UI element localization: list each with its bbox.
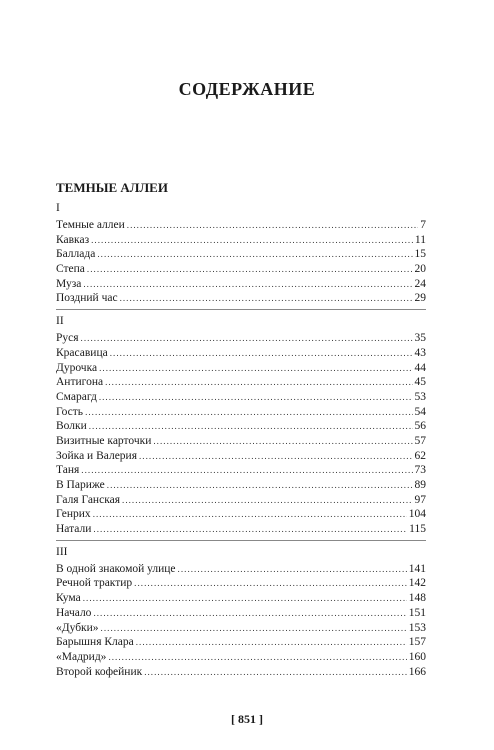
dot-leader xyxy=(107,478,413,493)
toc-entry-page: 24 xyxy=(414,277,426,290)
toc-entry-title: Таня xyxy=(56,464,80,477)
toc-entry-page: 35 xyxy=(414,332,426,345)
toc-entry-title: Дурочка xyxy=(56,361,98,374)
toc-entry[interactable] xyxy=(56,621,426,636)
dot-leader xyxy=(85,405,412,420)
dot-leader xyxy=(93,606,406,621)
toc-entry-page: 166 xyxy=(408,665,426,678)
part-numeral: I xyxy=(56,202,60,214)
dot-leader xyxy=(136,635,407,650)
toc-entry-page: 56 xyxy=(414,420,426,433)
toc-entry-page: 43 xyxy=(414,346,426,359)
toc-entry-page: 142 xyxy=(408,577,426,590)
part-divider xyxy=(56,309,426,310)
toc-entry-title: Зойка и Валерия xyxy=(56,449,137,462)
toc-entry-page: 160 xyxy=(408,650,426,663)
dot-leader xyxy=(99,390,413,405)
toc-entry-page: 57 xyxy=(414,434,426,447)
toc-entry-title: Муза xyxy=(56,277,82,290)
toc-entry-title: Темные аллеи xyxy=(56,219,125,231)
toc-entry-page: 97 xyxy=(414,493,426,506)
toc-entry[interactable] xyxy=(56,262,426,277)
dot-leader xyxy=(83,277,412,292)
toc-entry-title: Барышня Клара xyxy=(56,636,134,649)
toc-entry[interactable] xyxy=(56,419,426,434)
page-title: СОДЕРЖАНИЕ xyxy=(178,79,316,99)
toc-entry-page: 141 xyxy=(408,562,426,575)
toc-entry-page: 157 xyxy=(408,636,426,649)
toc-entry-page: 153 xyxy=(408,621,426,634)
toc-entry-title: Волки xyxy=(56,420,87,433)
toc-entry-title: Второй кофейник xyxy=(56,665,143,678)
dot-leader xyxy=(89,419,413,434)
toc-entry[interactable] xyxy=(56,233,426,248)
toc-entry[interactable] xyxy=(56,650,426,665)
part-numeral: II xyxy=(56,315,64,328)
toc-entry-title: Степа xyxy=(56,263,85,276)
toc-entry[interactable] xyxy=(56,507,426,522)
toc-entry-title: Гость xyxy=(56,405,84,418)
page-number: [ 851 ] xyxy=(231,712,263,726)
toc-entry[interactable] xyxy=(56,665,426,680)
toc-entry-page: 44 xyxy=(414,361,426,374)
toc-entry-page: 15 xyxy=(414,248,426,261)
dot-leader xyxy=(93,522,407,537)
toc-entry-page: 115 xyxy=(409,523,426,536)
dot-leader xyxy=(134,576,407,591)
dot-leader xyxy=(110,346,413,361)
toc-entry-page: 20 xyxy=(414,263,426,276)
toc-entry[interactable] xyxy=(56,346,426,361)
toc-entry-page: 104 xyxy=(408,508,426,521)
toc-entry-page: 73 xyxy=(414,464,426,477)
dot-leader xyxy=(153,434,412,449)
toc-entry-title: «Мадрид» xyxy=(56,650,107,663)
toc-entry-title: Кума xyxy=(56,592,81,605)
toc-entry-title: Речной трактир xyxy=(56,577,133,590)
toc-entry-title: Поздний час xyxy=(56,292,118,305)
toc-entry[interactable] xyxy=(56,635,426,650)
toc-entry-title: Генрих xyxy=(56,508,91,521)
toc-entry[interactable] xyxy=(56,277,426,292)
toc-entry-title: Кавказ xyxy=(56,233,90,246)
toc-entry-title: Красавица xyxy=(56,346,108,359)
dot-leader xyxy=(178,562,407,577)
dot-leader xyxy=(144,665,407,680)
dot-leader xyxy=(122,493,412,508)
dot-leader xyxy=(91,233,413,248)
toc-entry[interactable] xyxy=(56,478,426,493)
toc-entry-page: 89 xyxy=(414,479,426,491)
toc-entry[interactable] xyxy=(56,562,426,577)
part-numeral: III xyxy=(56,545,68,558)
dot-leader xyxy=(120,291,413,306)
toc-entry[interactable] xyxy=(56,434,426,449)
dot-leader xyxy=(83,591,407,606)
table-of-contents xyxy=(56,201,426,679)
dot-leader xyxy=(87,262,413,277)
toc-entry-title: «Дубки» xyxy=(56,621,99,634)
toc-entry[interactable] xyxy=(56,606,426,621)
dot-leader xyxy=(97,247,412,262)
toc-entry-title: Смарагд xyxy=(56,390,97,403)
toc-entry-page: 45 xyxy=(414,376,426,389)
toc-entry-page: 29 xyxy=(414,292,426,305)
toc-entry[interactable] xyxy=(56,218,426,233)
toc-entry[interactable] xyxy=(56,449,426,464)
toc-entry-title: Визитные карточки xyxy=(56,434,152,447)
toc-entry-title: Баллада xyxy=(56,248,96,261)
toc-entry[interactable] xyxy=(56,522,426,537)
toc-entry-page: 148 xyxy=(408,592,426,605)
toc-entry[interactable] xyxy=(56,291,426,306)
toc-entry[interactable] xyxy=(56,247,426,262)
dot-leader xyxy=(93,507,407,522)
toc-entry-title: Руся xyxy=(56,332,79,345)
dot-leader xyxy=(81,331,413,346)
toc-entry[interactable] xyxy=(56,390,426,405)
toc-entry-page: 54 xyxy=(414,405,426,418)
toc-entry[interactable] xyxy=(56,591,426,606)
dot-leader xyxy=(81,463,412,478)
toc-entry-page: 62 xyxy=(414,449,426,462)
dot-leader xyxy=(127,218,418,233)
toc-entry-page: 11 xyxy=(414,233,426,246)
toc-entry-title: Начало xyxy=(56,606,92,619)
section-title: ТЕМНЫЕ АЛЛЕИ xyxy=(56,180,168,195)
dot-leader xyxy=(105,375,412,390)
toc-entry[interactable] xyxy=(56,405,426,420)
toc-entry-title: В Париже xyxy=(56,479,105,491)
dot-leader xyxy=(108,650,406,665)
toc-entry[interactable] xyxy=(56,361,426,376)
toc-entry-page: 7 xyxy=(420,219,426,231)
dot-leader xyxy=(99,361,412,376)
toc-entry-title: Натали xyxy=(56,523,92,536)
toc-entry[interactable] xyxy=(56,463,426,478)
toc-entry[interactable] xyxy=(56,331,426,346)
toc-entry-title: Галя Ганская xyxy=(56,493,121,506)
part-divider xyxy=(56,540,426,541)
dot-leader xyxy=(139,449,413,464)
toc-entry-page: 151 xyxy=(408,606,426,619)
toc-entry-title: Антигона xyxy=(56,376,104,389)
dot-leader xyxy=(101,621,407,636)
toc-entry-title: В одной знакомой улице xyxy=(56,562,176,575)
toc-entry[interactable] xyxy=(56,375,426,390)
toc-entry[interactable] xyxy=(56,576,426,591)
toc-entry[interactable] xyxy=(56,493,426,508)
toc-entry-page: 53 xyxy=(414,390,426,403)
